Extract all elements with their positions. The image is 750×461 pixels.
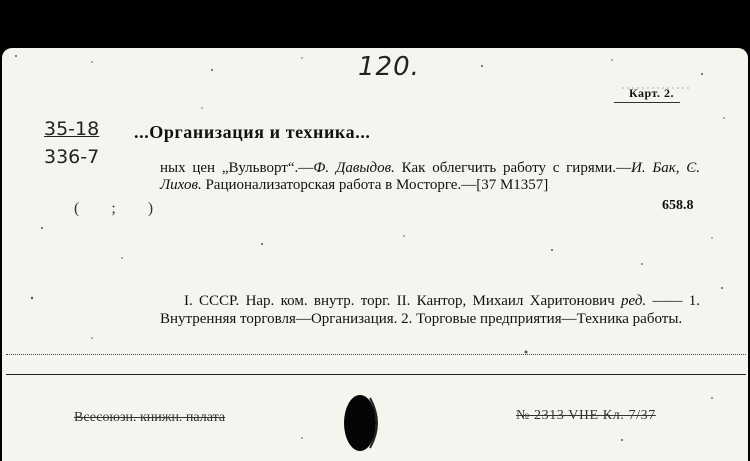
catalog-card <box>2 48 748 461</box>
card-label: Карт. 2. <box>628 86 674 100</box>
entry-text-3: Рационализаторская работа в Мосторге.—[37 М1357] <box>201 177 549 193</box>
tracing-notes <box>160 292 700 328</box>
subject-heading: ...Организация и техника... <box>134 122 371 142</box>
call-number-line-1: 35-18 <box>44 118 100 140</box>
tracing-role: ред. <box>621 293 647 309</box>
bibliographic-entry <box>160 160 700 194</box>
tracing-text-2: —— 1. Внутренняя торговля—Организация. 2. Торговые предприятия—Техника работы. <box>160 293 700 327</box>
punch-hole <box>340 392 386 454</box>
classification-code: 658.8 <box>662 198 694 213</box>
handwritten-card-number: 120. <box>358 52 420 82</box>
entry-text-2: Как облегчить работу с гирями.— <box>394 160 631 176</box>
divider-line <box>6 354 746 355</box>
call-number-line-2: 336-7 <box>44 146 100 168</box>
tracing-text-1: I. СССР. Нар. ком. внутр. торг. II. Кантор, Михаил Харитонович <box>184 293 622 309</box>
card-label-underline <box>614 102 680 103</box>
card-serial-number: № 2313 VIIE Кл. 7/37 <box>516 408 656 423</box>
publisher-imprint: Всесоюзн. книжн. палата <box>74 410 226 425</box>
entry-author-2: И. Бак, С. Лихов. <box>160 160 700 193</box>
bracket-marks: ( ; ) <box>74 200 168 217</box>
entry-author-1: Ф. Давыдов. <box>313 160 395 176</box>
footer-divider <box>6 374 746 375</box>
entry-text-1: ных цен „Вульворт“.— <box>160 160 314 176</box>
